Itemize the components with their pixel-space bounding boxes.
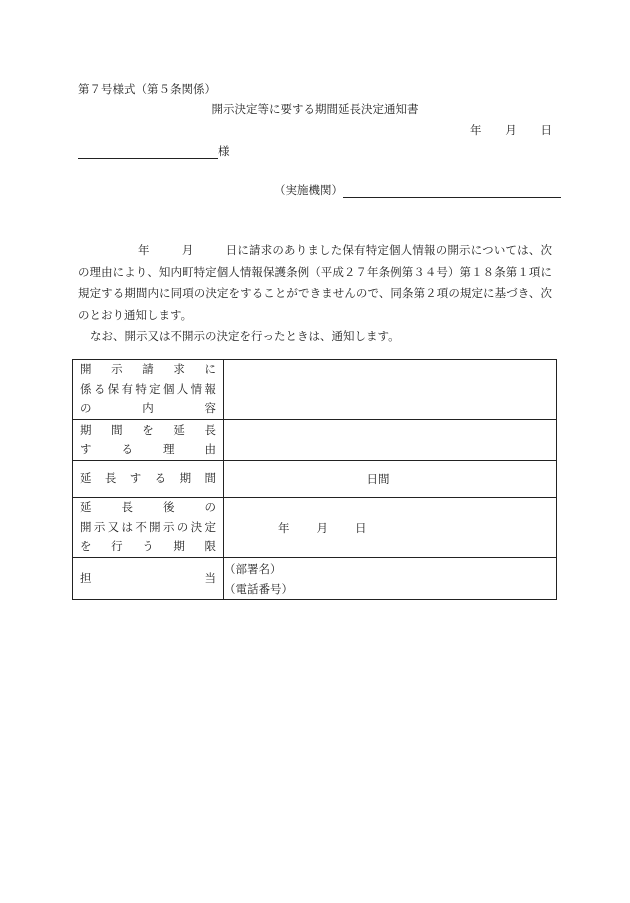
label-char: 開 [149, 519, 161, 534]
label-char: 示 [111, 362, 123, 377]
label-char: 当 [204, 570, 216, 585]
label-char: 不 [135, 519, 147, 534]
value-extension-reason [224, 420, 557, 461]
table-label-line [80, 569, 216, 589]
date-line [470, 122, 552, 138]
label-char: 人 [176, 381, 189, 396]
agency-label: （実施機関） [274, 183, 343, 197]
label-char: 長 [204, 422, 216, 437]
intro-month: 月 [181, 243, 194, 257]
table-label-line [80, 469, 216, 489]
form-number: 第７号様式（第５条関係） [78, 82, 216, 96]
label-char: 係 [80, 381, 92, 396]
label-char: の [204, 500, 216, 515]
days-unit: 日間 [366, 472, 390, 486]
label-char: 延 [80, 500, 92, 515]
label-char: 定 [204, 519, 216, 534]
label-char: 特 [135, 381, 147, 396]
label-char: 求 [173, 362, 185, 377]
table-label-line [80, 440, 216, 460]
label-person-in-charge [73, 558, 224, 600]
label-char: 延 [80, 471, 92, 486]
label-char: 長 [121, 500, 133, 515]
date-month: 月 [505, 123, 517, 137]
label-char: 開 [80, 519, 92, 534]
table-label-line [80, 537, 216, 557]
agency-line [274, 182, 561, 198]
label-char: 担 [80, 570, 92, 585]
agency-blank [343, 183, 561, 198]
table-row [73, 360, 557, 420]
value-decision-deadline [224, 498, 557, 558]
body-paragraph-2: なお、開示又は不開示の決定を行ったときは、通知します。 [90, 329, 400, 343]
label-extension-reason [73, 420, 224, 461]
value-person-in-charge [224, 558, 557, 600]
label-char: る [121, 442, 133, 456]
label-char: 示 [162, 519, 175, 534]
table-row [73, 498, 557, 558]
table-row [73, 558, 557, 600]
value-extension-period [224, 461, 557, 498]
label-char: 期 [179, 471, 192, 486]
label-char: 後 [163, 500, 175, 515]
label-char: 有 [121, 381, 133, 396]
label-char: 示 [93, 519, 106, 534]
label-char: は [121, 519, 133, 534]
deadline-month: 月 [316, 520, 328, 535]
label-char: 期 [80, 422, 92, 437]
label-char: に [204, 362, 216, 377]
label-char: 個 [162, 381, 175, 396]
table-row [73, 420, 557, 461]
label-char: す [80, 442, 92, 456]
label-char: の [176, 519, 189, 534]
date-year: 年 [470, 123, 482, 137]
paragraph-1-text: 日に請求のありました保有特定個人情報の開示については、次の理由により、知内町特定個人情報保護条例（平成２７年条例第３４号）第１８条第１項に規定する期間内に同項の決定をすることができませんので、同条第２項の規定に基づき、次のとおり通知します。 [78, 243, 552, 322]
deadline-day: 日 [355, 520, 367, 535]
label-char: 容 [204, 401, 216, 416]
label-char: 決 [190, 519, 203, 534]
date-day: 日 [540, 123, 552, 137]
label-char: 長 [104, 471, 117, 486]
label-char: る [93, 381, 106, 396]
label-char: す [129, 471, 142, 486]
addressee-suffix: 様 [218, 144, 230, 158]
label-char: を [80, 539, 92, 554]
addressee-line [78, 143, 230, 159]
label-char: る [154, 471, 167, 486]
label-char: 行 [111, 539, 123, 554]
phone-field: （電話番号） [224, 581, 293, 596]
body-paragraph-1 [78, 240, 552, 326]
table-label-line [80, 498, 216, 518]
label-char: 間 [111, 422, 123, 437]
table-row [73, 461, 557, 498]
label-char: 延 [173, 422, 185, 437]
label-char: 請 [142, 362, 154, 377]
label-char: 開 [80, 362, 92, 377]
label-request-content [73, 360, 224, 420]
label-char: 限 [204, 539, 216, 554]
intro-year: 年 [138, 243, 150, 257]
label-char: 報 [204, 381, 216, 396]
label-char: 期 [173, 539, 185, 554]
label-char: 又 [107, 519, 120, 534]
value-request-content [224, 360, 557, 420]
details-table [72, 359, 557, 600]
label-decision-deadline [73, 498, 224, 558]
table-label-line [80, 518, 216, 538]
label-char: 間 [204, 471, 216, 486]
label-char: う [142, 539, 154, 554]
label-char: 内 [142, 401, 154, 416]
table-label-line [80, 380, 216, 400]
label-char: 定 [149, 381, 161, 396]
department-field: （部署名） [224, 561, 282, 576]
label-extension-period [73, 461, 224, 498]
label-char: を [142, 422, 154, 437]
deadline-year: 年 [278, 520, 290, 535]
label-char: 理 [163, 442, 175, 456]
label-char: 保 [107, 381, 120, 396]
body-text [78, 240, 552, 348]
document-title: 開示決定等に要する期間延長決定通知書 [211, 102, 419, 116]
label-char: の [80, 401, 92, 416]
addressee-blank [78, 144, 218, 159]
table-label-line [80, 421, 216, 441]
table-label-line [80, 399, 216, 419]
table-label-line [80, 360, 216, 380]
label-char: 由 [204, 442, 216, 456]
label-char: 情 [190, 381, 203, 396]
